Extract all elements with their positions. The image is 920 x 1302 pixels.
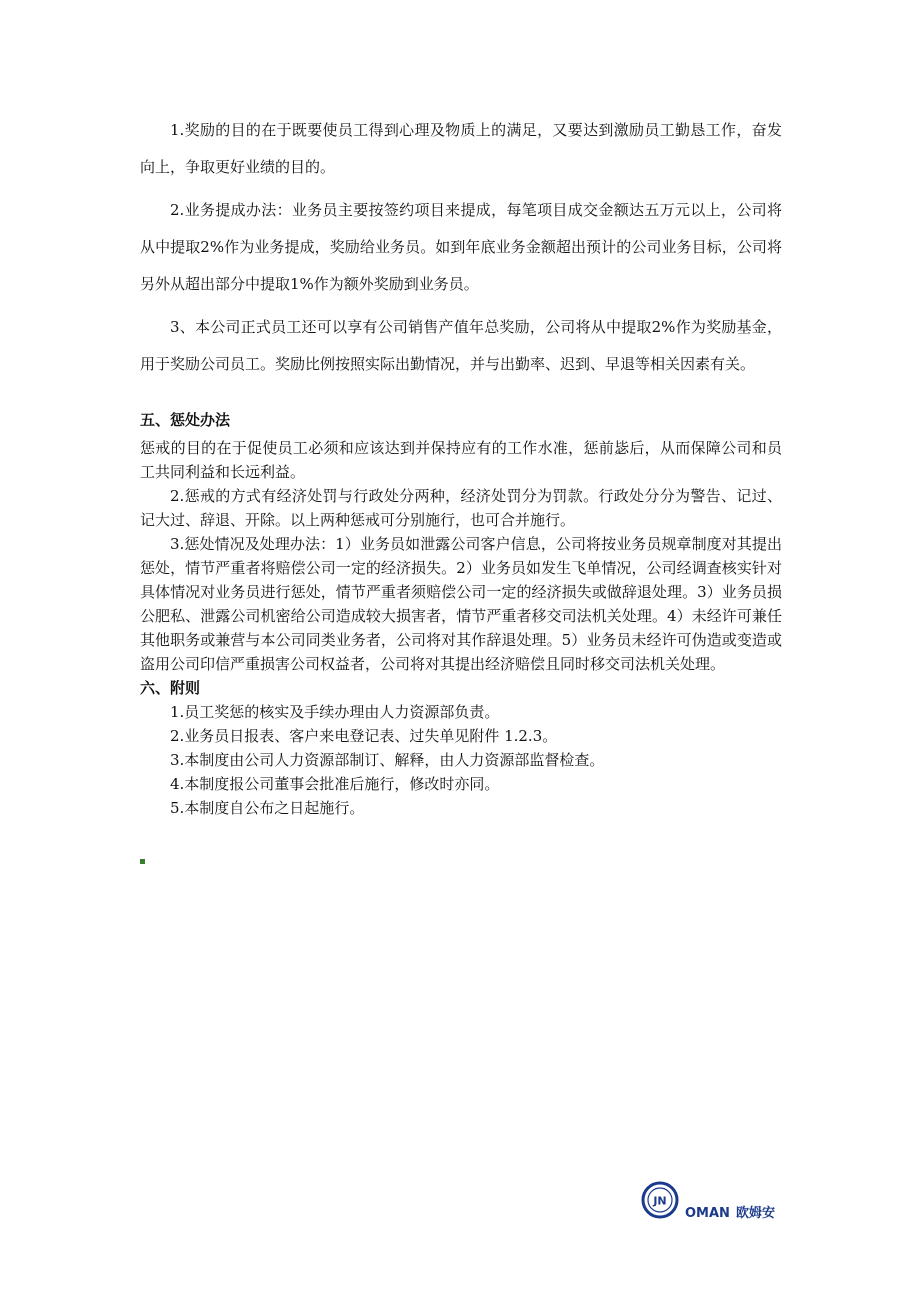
- logo-wordmark: [685, 1202, 775, 1221]
- annual-bonus-paragraph: 3、本公司正式员工还可以享有公司销售产值年总奖励，公司将从中提取2%作为奖励基金，用于奖励公司员工。奖励比例按照实际出勤情况，并与出勤率、迟到、早退等相关因素有关。: [140, 318, 782, 373]
- penalty-methods-paragraph: 2.惩戒的方式有经济处罚与行政处分两种，经济处罚分为罚款。行政处分分为警告、记过、记大过、辞退、开除。以上两种惩戒可分别施行，也可合并施行。: [140, 487, 782, 529]
- reward-purpose-paragraph: 1.奖励的目的在于既要使员工得到心理及物质上的满足，又要达到激励员工勤恳工作，奋发向上，争取更好业绩的目的。: [140, 121, 782, 176]
- penalty-section: [140, 408, 782, 820]
- emblem-icon: [641, 1181, 679, 1219]
- appendix-item: 1.员工奖惩的核实及手续办理由人力资源部负责。: [170, 703, 500, 721]
- reward-section: [140, 112, 782, 383]
- penalty-purpose-paragraph: 惩戒的目的在于促使员工必须和应该达到并保持应有的工作水准，惩前毖后，从而保障公司和员工共同利益和长远利益。: [140, 439, 782, 481]
- penalty-cases-paragraph: 3.惩处情况及处理办法：1）业务员如泄露公司客户信息，公司将按业务员规章制度对其提出惩处，情节严重者将赔偿公司一定的经济损失。2）业务员如发生飞单情况，公司经调查核实针对具体情况对业务员进行惩处，情节严重者须赔偿公司一定的经济损失或做辞退处理。3）业务员损公肥私、泄露公司机密给公司造成较大损害者，情节严重者移交司法机关处理。4）未经许可兼任其他职务或兼营与本公司同类业务者，公司将对其作辞退处理。5）业务员未经许可伪造或变造或盗用公司印信严重损害公司权益者，公司将对其提出经济赔偿且同时移交司法机关处理。: [140, 535, 782, 673]
- appendix-item: 2.业务员日报表、客户来电登记表、过失单见附件 1.2.3。: [170, 727, 558, 745]
- appendix-item: 5.本制度自公布之日起施行。: [170, 799, 365, 817]
- appendix-heading: 六、附则: [140, 679, 201, 697]
- appendix-item: 4.本制度报公司董事会批准后施行，修改时亦同。: [170, 775, 500, 793]
- emblem-letters: JN: [653, 1194, 667, 1208]
- logo-brand-en: OMAN: [685, 1206, 730, 1221]
- company-logo: [641, 1181, 786, 1223]
- end-marker-square: [140, 859, 145, 864]
- penalty-heading: 五、惩处办法: [140, 411, 231, 429]
- appendix-item: 3.本制度由公司人力资源部制订、解释，由人力资源部监督检查。: [170, 751, 605, 769]
- sales-commission-paragraph: 2.业务提成办法：业务员主要按签约项目来提成，每笔项目成交金额达五万元以上，公司将从中提取2%作为业务提成，奖励给业务员。如到年底业务金额超出预计的公司业务目标，公司将另外从超出部分中提取1%作为额外奖励到业务员。: [140, 201, 782, 293]
- logo-brand-cn: 欧姆安: [735, 1206, 775, 1221]
